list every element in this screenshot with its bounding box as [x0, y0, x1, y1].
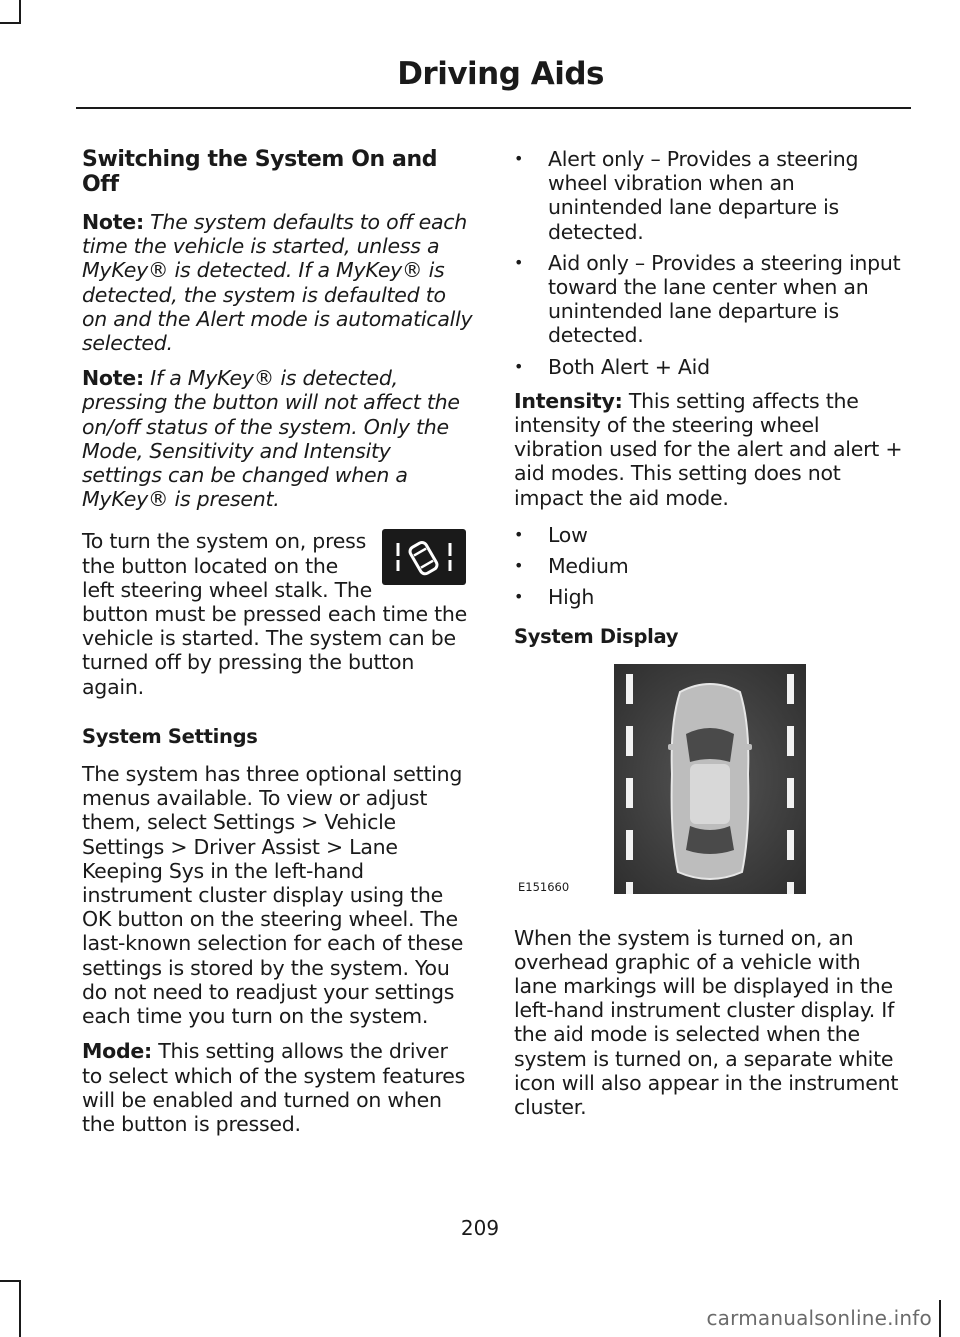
- note-text: The system defaults to off each time the vehicle is started, unless a MyKey® is detected. If a MyKey® is detected, the system is defaulted to on and the Alert mode is automatically selected.: [82, 210, 473, 356]
- mode-text: This setting allows the driver to select which of the system features will be enabled and turned on when the button is pressed.: [82, 1039, 466, 1136]
- settings-paragraph: The system has three optional setting menus available. To view or adjust them, select Settings > Vehicle Settings > Driver Assist > Lane Keeping Sys in the left-hand instrument cluster display using the OK button on the steering wheel. The last-known selection for each of these settings is stored by the system. You do not need to readjust your settings each time you turn on the system.: [82, 762, 464, 1029]
- turn-on-paragraph: To turn the system on, press the button located on the left steering wheel stalk. The button must be pressed each time the vehicle is started. The system can be turned off by pressing the button again.: [82, 529, 468, 699]
- display-paragraph: When the system is turned on, an overhead graphic of a vehicle with lane markings will be displayed in the left-hand instrument cluster display. If the aid mode is selected when the system is turned on, a separate white icon will also appear in the instrument cluster.: [514, 925, 899, 1120]
- figure-id-label: E151660: [518, 880, 570, 895]
- mode-options-list: [514, 147, 906, 379]
- note-text: If a MyKey® is detected, pressing the button will not affect the on/off status of the system. Only the Mode, Sensitivity and Intensity settings can be changed when a MyKey® is present.: [82, 366, 460, 512]
- section-heading-switching: Switching the System On and Off: [82, 147, 438, 197]
- overhead-vehicle-lane-graphic: [514, 664, 906, 904]
- intensity-text: This setting affects the intensity of the steering wheel vibration used for the alert and alert + aid modes. This setting does not impact the aid mode.: [514, 388, 903, 510]
- right-column: [514, 147, 906, 1130]
- crop-mark-top-left-h: [0, 22, 21, 24]
- note-label: Note:: [82, 210, 144, 234]
- note-label: Note:: [82, 366, 144, 391]
- left-column: [82, 147, 474, 1147]
- list-item: • Medium: [514, 554, 906, 578]
- list-item: • Both Alert + Aid: [514, 355, 906, 379]
- crop-mark-bottom-right: [939, 1300, 941, 1337]
- header-rule: [76, 107, 911, 109]
- crop-mark-top-left: [19, 0, 21, 22]
- page-number: 209: [460, 1216, 500, 1240]
- intensity-options-list: [514, 523, 906, 610]
- section-heading-settings: System Settings: [82, 724, 258, 748]
- intensity-label: Intensity:: [514, 388, 623, 413]
- list-item: • Low: [514, 523, 906, 547]
- list-item: • Aid only – Provides a steering input toward the lane center when an unintended lane departure is detected.: [514, 251, 906, 348]
- crop-mark-bottom-left: [19, 1280, 21, 1337]
- page-header-title: Driving Aids: [397, 56, 604, 92]
- mode-paragraph: [82, 1039, 474, 1136]
- note-paragraph-2: [82, 366, 474, 511]
- crop-mark-bottom-left-h: [0, 1280, 21, 1282]
- list-item: • Alert only – Provides a steering wheel vibration when an unintended lane departure is detected.: [514, 147, 906, 244]
- list-item: • High: [514, 585, 906, 609]
- watermark: carmanualsonline.info: [706, 1306, 932, 1330]
- mode-label: Mode:: [82, 1039, 153, 1064]
- lane-keeping-button-icon: [382, 529, 466, 585]
- road-background: [614, 664, 806, 894]
- note-paragraph-1: [82, 210, 474, 355]
- intensity-paragraph: [514, 389, 906, 510]
- section-heading-display: System Display: [514, 625, 679, 649]
